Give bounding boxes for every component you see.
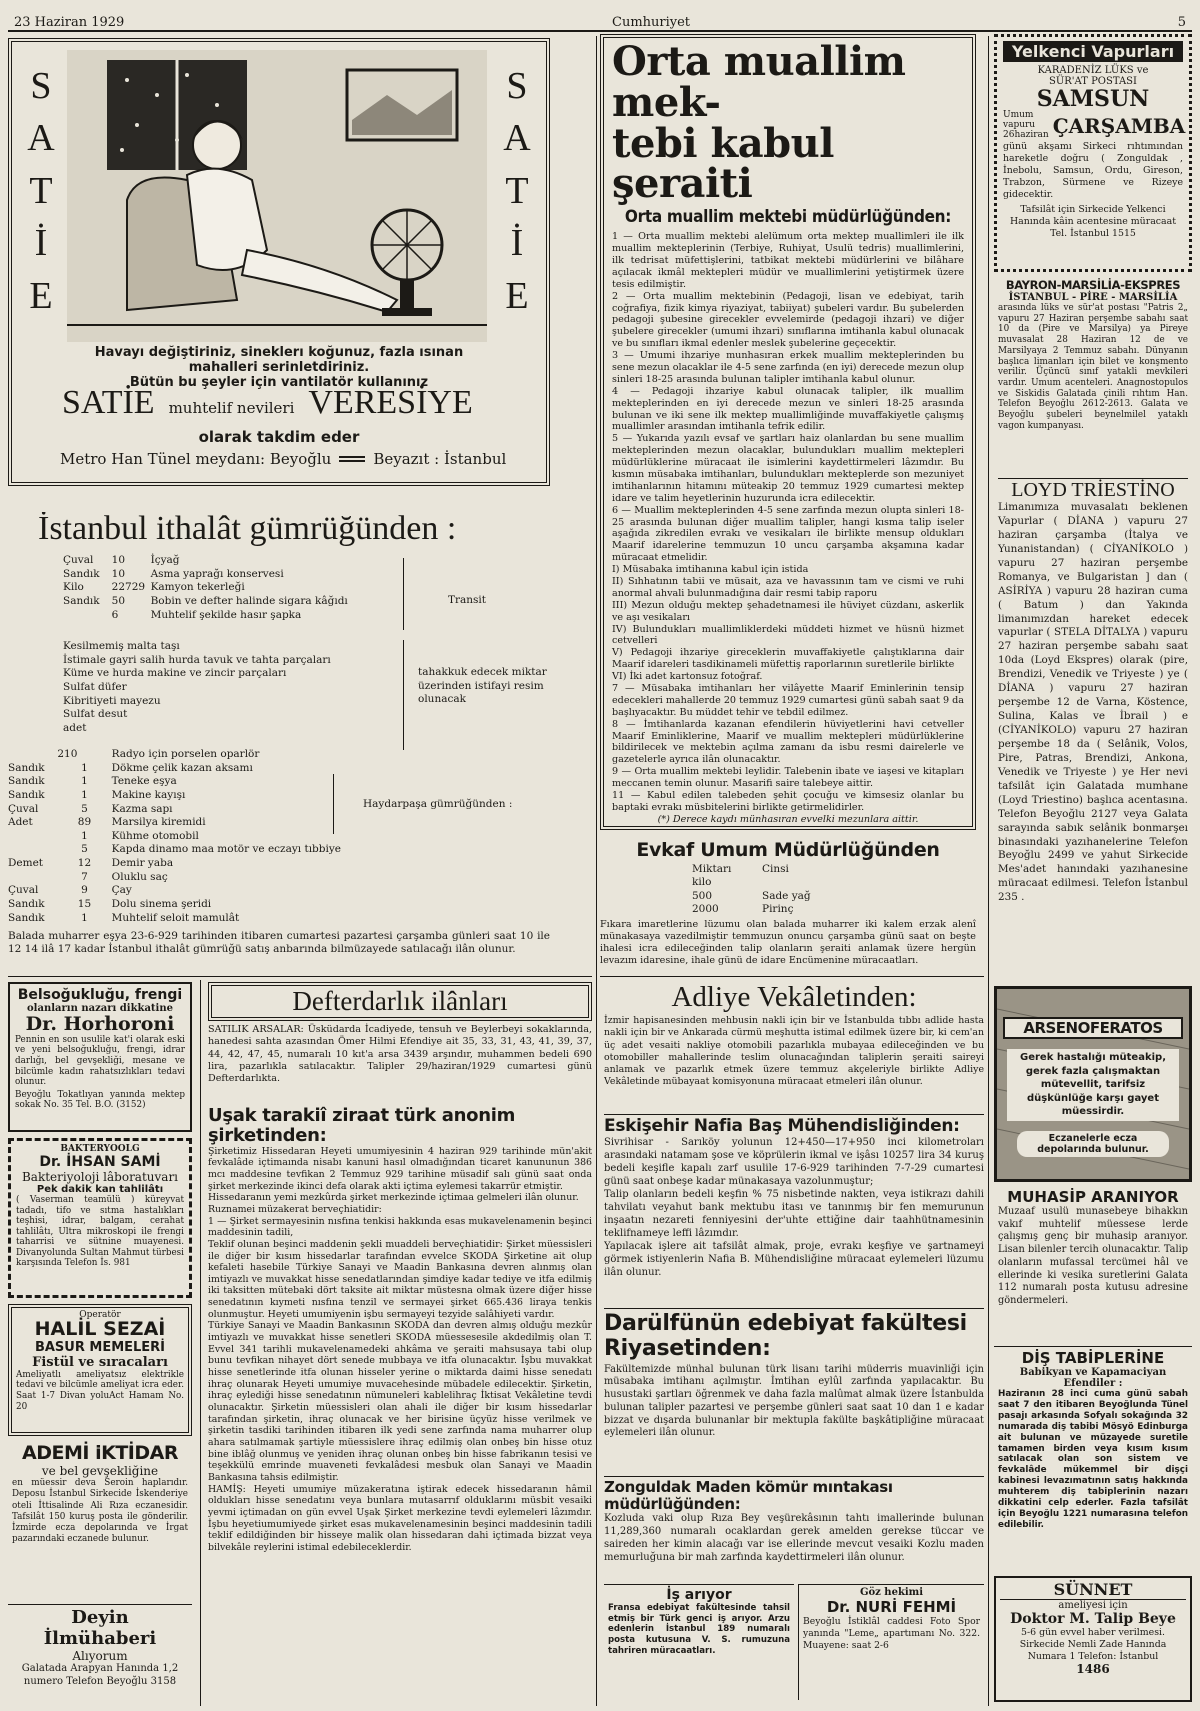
- table-cell: [8, 871, 57, 885]
- sunnet-title: SÜNNET: [1000, 1580, 1186, 1600]
- evkaf-col1: Miktarı: [692, 862, 732, 875]
- satie-letters-left: [18, 60, 64, 322]
- section-divider: [600, 976, 984, 977]
- paragraph: VI) İki adet kartonsuz fotoğraf.: [612, 671, 763, 683]
- table-row: [8, 803, 388, 817]
- satie-letter: A: [27, 117, 55, 160]
- paragraph: Ruznamei müzakerat berveçhiatidir:: [208, 1203, 382, 1215]
- arsenoferatos-ad: [994, 986, 1192, 1182]
- yelkenci-day-row: [1003, 110, 1186, 141]
- transit-label: Transit: [448, 594, 487, 606]
- paragraph: HAMİŞ: Heyeti umumiye müzakeratına iştirak edecek hissedaranın hâmil oldukları hisse senedatını veya bunlara mutasarrıf olduklarını müsbit vesaiki yevmi içtimadan on gün evvel Uşak Şirket merkezine tevdi eylemeleri lâzımdır. İşbu heyetiumumiyede şirket esas mukavelenamesinin beşinci maddesinin tadili teklif edildiğinden bir hisseye malik olan hissedaran dahi içtimada bizzat veya bilvekâle reylerini istimal edebileceklerdir.: [208, 1483, 592, 1553]
- satie-letter: A: [503, 117, 531, 160]
- bracket-line: [333, 774, 334, 834]
- horhoroni-title: Belsoğukluğu, frengi: [17, 987, 183, 1003]
- yelkenci-text2: Tafsilât için Sirkecide Yelkenci Hanında kâin acentesine müracaat Tel. İstanbul 1515: [1009, 204, 1176, 240]
- table-row: [63, 568, 423, 582]
- paragraph: 1 — Orta muallim mektebi alelümum orta mektep muallimleri ile ilk muallim mekteplerinin (Terbiye, Ruhiyat, Usulü tedris) muallimlerini, ilk tedrisat müfettişlerini, tatbikat mektebi müdürlerini ve bilâhare açılacak ikmâl mektepleri müdür ve muallimlerini yetiştirmek üzere tesis edilmiştir.: [612, 231, 964, 290]
- paragraph: 11 — Kabul edilen talebeden şehit çocuğu ve kimsesiz olanlar bu baptaki evrakı müsbitelerini birlikte getirmelidirler.: [612, 790, 964, 813]
- ihsan-sub: Pek dakik kan tahlilâtı: [36, 1184, 164, 1195]
- paragraph: (*) Derece kaydı münhasıran evvelki mezunlara aittir.: [657, 813, 919, 825]
- dis-title: DİŞ TABİPLERİNE: [1021, 1349, 1165, 1367]
- nuri-ad: [798, 1584, 984, 1700]
- list-item: Sulfat düfer: [63, 680, 127, 693]
- halil-sub2: Fistül ve sıracaları: [32, 1354, 168, 1370]
- horhoroni-sub: olanların nazarı dikkatine: [27, 1003, 173, 1014]
- paragraph: Teklif olunan beşinci maddenin şekli muaddeli berveçhiatidir: Şirket müessisleri ile diğer bir kısım hissedarlar tarafından evvelce SKODA Şirketine ait olup kefaleti hasebile Türkiye Sanayi ve Maadin Bankasına devren alınmış olan imtiyazlı ve muvakkat hisse senedatlarından şimdiye kadar tediye ve itfa edilmiş iki taksitten mütebaki dört taksite ait miktar müstesna olmak üzere diğer hisse senedatının kıymeti nısfına tenzil ve sermayei şirket 665.436 liraya tenkis olunmuştur. Heyeti umumiyenin işbu sermayeyi tezyide salâhiyeti vardır.: [208, 1238, 592, 1320]
- table-row: [8, 789, 388, 803]
- sunnet-name: Doktor M. Talip Beye: [1010, 1611, 1176, 1627]
- paragraph: Hissedaranın yemi mezkûrda şirket merkezinde içtimaa gelmeleri ilân olunur.: [208, 1192, 579, 1204]
- masthead: [8, 14, 1192, 32]
- table-cell: Oluklu saç: [111, 870, 168, 883]
- evkaf-title: Evkaf Umum Müdürlüğünden: [636, 840, 940, 861]
- column-divider: [200, 980, 201, 1706]
- deyin-sub: Alıyorum: [72, 1649, 128, 1663]
- ihsan-text: ( Vaserman teamülü ) küreyvat tadadı, tifo ve sıtma hastalıkları teşhisi, idrar, balgam, cerahat tahlilâtı, Ultra mikroskopi ile frengi taharrisi ve sütnine muayenesi. Divanyolunda Sultan Mahmut türbesi karşısında Telefon İs. 981: [16, 1195, 184, 1269]
- eskisehir-body: [604, 1136, 984, 1279]
- halil-sub: BASUR MEMELERİ: [34, 1339, 166, 1355]
- table-row: [8, 857, 388, 871]
- table-row: [63, 581, 423, 595]
- table-cell: Kühme otomobil: [111, 829, 199, 842]
- satie-brand: SATİE: [62, 384, 155, 421]
- orta-title-1: Orta muallim mek-: [612, 38, 906, 126]
- ademi-title: ADEMİ iKTİDAR: [22, 1442, 178, 1464]
- is-ariyor-title: İş arıyor: [666, 1587, 732, 1603]
- ademi-text: en müessir deva Seroin haplarıdır. Deposu İstanbul Sirkecide İskenderiye oteli İttisalinde Ali Rıza eczanesidir. Tafsilât 150 kuruş posta ile gönderilir. İzmirde ecza depolarında ve İrgat pazarındaki eczanede bulunur.: [12, 1478, 188, 1545]
- table-row: [8, 912, 388, 926]
- zonguldak-text: Kozluda vaki olup Rıza Bey veşürekâsının tahtı imallerinde bulunan 11,289,360 numaralı ocaklardan gerek amelden gerekse tüccar ve saireden her kimin alacağı var ise ellerinde mevcut vesaiki Kozlu maden memurluğuna bir mah zarfında kaydettirmeleri ilân olunur.: [604, 1513, 984, 1563]
- arsenoferatos-foot: Eczanelerle ecza depolarında bulunur.: [1017, 1131, 1169, 1157]
- orta-subtitle: Orta muallim mektebi müdürlüğünden:: [624, 207, 952, 228]
- table-cell: 2000: [692, 903, 719, 916]
- table-row: [692, 903, 976, 916]
- halil-text: Ameliyatlı ameliyatsız elektrikle tedavi ve bilcümle ameliyat icra eder. Saat 1-7 Divan yoluAct Hamam No. 20: [16, 1369, 184, 1412]
- table-cell: Çuval: [8, 802, 39, 815]
- table-cell: Pirinç: [762, 903, 794, 916]
- yelkenci-text: günü akşamı Sirkeci rıhtımından hareketle doğru ( Zonguldak , İnebolu, Samsun, Ordu, Gireson, Trabzon, Sürmene ve Rizeye gidecektir.: [1003, 140, 1183, 200]
- table-cell: Dolu sinema şeridi: [111, 898, 212, 911]
- nuri-pre: Göz hekimi: [859, 1587, 924, 1598]
- horhoroni-name: Dr. Horhoroni: [25, 1013, 175, 1035]
- paragraph: Yapılacak işlere ait tafsilât almak, proje, evrakı keşfiye ve şartnameyi görmek istiyenlerin Nafia B. Mühendisliğine müracaat eylemeleri lüzumu ilân olunur.: [604, 1240, 984, 1278]
- muhasip-text: Muzaaf usulü munasebeye bihakkın vakıf muhtelif müessese lerde çalışmış genç bir muhasip aranıyor. Lisan bilenler tercih olunacaktır. Talip olanların mufassal tercümei hâl ve ellerinde ki vesika suretlerini Galata 112 numaralı posta kutusu adresine göndermeleri.: [998, 1206, 1188, 1307]
- table-cell: 7: [81, 870, 88, 883]
- usak-body: [208, 1146, 592, 1554]
- yelkenci-sub1: KARADENİZ LÜKS ve: [1037, 65, 1149, 76]
- yelkenci-title: Yelkenci Vapurları: [1003, 41, 1183, 62]
- table-cell: Muhtelif şekilde hasır şapka: [150, 608, 302, 621]
- bayron-title: BAYRON-MARSİLİA-EKSPRES: [1005, 278, 1181, 292]
- gumruk-table-a: [63, 554, 423, 622]
- horhoroni-text: Pennin en son usulile kat'i olarak eski ve yeni belsoğukluğu, frengi, idrar darlığı, bel gevşekliği, mesane ve bilcümle kadın rahatsızlıkları tedavi olunur.: [15, 1034, 185, 1088]
- table-cell: [8, 830, 57, 844]
- evkaf-table: [692, 863, 976, 917]
- ihsan-name: Dr. İHSAN SAMİ: [39, 1154, 161, 1170]
- dis-sub: Babikyan ve Kapamaciyan Efendiler :: [1019, 1367, 1167, 1389]
- table-cell: 1: [81, 829, 88, 842]
- table-cell: 1: [81, 761, 88, 774]
- orta-body: [612, 231, 964, 826]
- evkaf-text: Fıkara imaretlerine lüzumu olan balada muharrer iki kalem erzak alenî münakasaya vazedilmiştir temmuzun onuncu çarşamba günü saat on beşte ihalesi icra edileceğinden talip olanların şeraiti anlamak üzere hergün levazım idaresine, ihale günü de idare Encümenine müracaatları.: [600, 918, 976, 967]
- satie-letter: T: [29, 169, 53, 212]
- loyd-title: LOYD TRİESTİNO: [1011, 479, 1175, 501]
- paragraph: Sivrihisar - Sarıköy yolunun 12+450—17+950 inci kilometroları arasındaki natamam şose ve köprülerin ikmal ve işâsı 10257 lira 34 kuruş bedeli keşifle kapalı zarf usulile 17-6-929 tarihinden 7-7-29 cumartesi günü saat onbeşe kadar münakasaya vazolunmuştur;: [604, 1136, 984, 1187]
- satie-address: [60, 450, 536, 468]
- table-cell: Adet: [8, 816, 33, 829]
- yelkenci-city: SAMSUN: [1036, 86, 1150, 112]
- table-row: [8, 898, 388, 912]
- masthead-paper: Cumhuriyet: [606, 15, 696, 30]
- darulfunun-title: Darülfünün edebiyat fakültesi Riyasetinden:: [604, 1311, 967, 1362]
- gumruk-footer: Balada muharrer eşya 23-6-929 tarihinden itibaren cumartesi pazartesi çarşamba günleri saat 10 ile 12 14 ilâ 17 kadar İstanbul ithalât gümrüğü satış anbarında bilmüzayede satılacağı ilân olunur.: [8, 930, 550, 956]
- muhasip-ad: [994, 1186, 1192, 1342]
- bracket-line: [403, 640, 404, 750]
- sunnet-ad: [994, 1576, 1192, 1702]
- list-item: Sulfat desut: [63, 708, 128, 721]
- table-cell: Marsilya kiremidi: [111, 816, 206, 829]
- table-cell: Sandık: [8, 911, 45, 924]
- satie-tagline-1: Havayı değiştiriniz, sineklerı koğunuz, fazla ısınan mahalleri serinletdiriniz.: [94, 345, 464, 375]
- table-cell: 500: [692, 889, 713, 902]
- gumruk-title: İstanbul ithalât gümrüğünden :: [38, 512, 457, 547]
- ihsan-pre: BAKTERYOOLG: [60, 1144, 140, 1154]
- satie-veresiye: VERESİYE: [308, 384, 473, 421]
- paragraph: I) Müsabaka imtihanına kabul için istida: [612, 564, 809, 576]
- table-cell: 5: [81, 802, 88, 815]
- bayron-ad: [994, 276, 1192, 472]
- paragraph: 2 — Orta muallim mektebinin (Pedagoji, lisan ve edebiyat, tarih coğrafiya, fizik kimya riyaziyat, tabiiyat) şubeleri vardır. Bu şubelerden pedagoji şubesine girecekler evvelemirde (pedagoji ihzari) ve diğer şubelere girecekler (umumi ihzari) sınıflarına imtihanla kabul olunacak ve bu sınıfları ikmal edenler meslek şubelerine geçecektir.: [612, 290, 964, 350]
- table-cell: 10: [111, 554, 126, 566]
- table-cell: Sandık: [8, 761, 45, 774]
- ademi-ad: [8, 1440, 192, 1600]
- darulfunun-ad: [604, 1308, 984, 1472]
- paragraph: II) Sıhhatının tabii ve müsait, aza ve havassının tam ve cismi ve ruhi anormal ahvali bulunmadığına dair resmi tabip raporu: [612, 576, 964, 599]
- bracket-line: [403, 558, 404, 630]
- table-cell: 9: [81, 884, 88, 897]
- satie-letter: E: [29, 274, 53, 317]
- gumruk-list-b: [63, 640, 393, 735]
- table-row: [692, 890, 976, 903]
- defterdarlik-text: SATILIK ARSALAR: Üsküdarda İcadiyede, tensuh ve Beylerbeyi sokaklarında, hanedesi sahta azasından Ömer Hilmi Efendiye ait 35, 33, 31, 43, 41, 39, 37, 44, 42, 47, 45, numaralı 10 kıt'a arsa 3439 arşındır, muhammen bedeli 690 lira, pazarlıkla satılacaktır. Talipler 29/haziran/1929 cumartesi günü Defterdarlıkta.: [208, 1024, 592, 1085]
- paragraph: 1 — Şirket sermayesinin nısfına tenkisi hakkında esas mukavelenamenin beşinci maddesinin tadili,: [208, 1215, 592, 1239]
- table-row: [63, 554, 423, 568]
- table-cell: 1: [81, 775, 88, 788]
- table-cell: İçyağ: [150, 554, 180, 566]
- table-cell: 10: [111, 567, 126, 580]
- table-row: [8, 830, 388, 844]
- ihsan-lab: Bakteriyoloji lâboratuvarı: [21, 1170, 179, 1184]
- satie-ad: [8, 38, 550, 486]
- table-cell: Kapda dinamo maa motör ve eczayı tıbbiye: [111, 843, 341, 856]
- evkaf-col2: Cinsi: [762, 862, 789, 875]
- paragraph: 9 — Orta muallim mektebi leylidir. Talebenin ibate ve iaşesi ve kitapları meccanen temin olunur. Masarifi saire talebeye aittir.: [612, 766, 964, 790]
- table-cell: 6: [111, 608, 119, 621]
- sunnet-text: 5-6 gün evvel haber verilmesi. Sirkecide Nemli Zade Hanında Numara 1 Telefon: İstanbul: [1019, 1627, 1167, 1662]
- table-cell: Kamyon tekerleği: [150, 581, 245, 594]
- table-cell: Kilo: [63, 581, 84, 594]
- table-cell: Teneke eşya: [111, 775, 177, 788]
- nuri-name: Dr. NURİ FEHMİ: [826, 1598, 957, 1616]
- tahakkuk-note: tahakkuk edecek miktar üzerinden istifayi resim olunacak: [418, 666, 547, 706]
- haydarpasa-label: Haydarpaşa gümrüğünden :: [363, 798, 513, 810]
- paragraph: 8 — İmtihanlarda kazanan efendilerin hüviyetlerini havi cetveller Maarif Eminliklerine, Maarif ve muallim mektepleri müdürlüklerine bildirilecek ve mektebin açılma zamanı da isbu resmi dairelerle ve gazetelerle ayrıca ilân olunacaktır.: [612, 718, 964, 766]
- halil-name: HALİL SEZAİ: [34, 1318, 166, 1340]
- defterdarlik-ad: [208, 982, 592, 1102]
- satie-letter: S: [506, 65, 528, 107]
- table-cell: 12: [77, 857, 92, 870]
- table-cell: Çay: [111, 884, 132, 897]
- table-cell: Radyo için porselen oparlör: [111, 748, 260, 760]
- table-cell: 1: [81, 788, 88, 801]
- is-ariyor-ad: [604, 1584, 794, 1700]
- list-item: Kesilmemiş malta taşı: [63, 640, 180, 652]
- column-divider: [596, 36, 597, 1706]
- loyd-ad: [994, 476, 1192, 972]
- halil-ad: [8, 1304, 192, 1436]
- eskisehir-ad: [604, 1114, 984, 1304]
- table-cell: Dökme çelik kazan aksamı: [111, 761, 253, 774]
- zonguldak-ad: [604, 1476, 984, 1580]
- paragraph: Türkiye Sanayi ve Maadin Bankasının SKODA dan devren almış olduğu mezkûr imtiyazlı ve muvakkat hisse senetleri SKODA müessesesile akdedilmiş olan T. Evvel 341 tarihli mukavelenamedeki ahkâma ve şeraiti mahsusaya tabi olup bunu tevfikan nihayet dört senede mubbaya ve itfa olunacaktır. İşbu muvakkat hisse senetlerinde itfa olunan hisseler yerine o miktarda daimi hisse senedatı ihraç olunarak Heyeti umumiye muvacehesinde mübadele edilecektir. Şirketin, ihraç eylediği hisse senedatının nümuneleri kablelihraç İktisat Vekâletine tevdi olunacaktır. Şirketin müessisleri olan ahali ile diğer bir kısım hissedarlar tarafından şirketin, ihraç olunacak ve her birisine üçyüz hisse verilmek ve şirketin tasdiki tarihinden itibaren ilk yedi sene zarfında nama muharrer olup ahara satılmamak şartiyle müessislere ihraç edilmiş olan onbeş bin hisse otuz bine iblâğ olunmuş ve yeniden ihraç olunan onbeş bin hisse fabrikanın tesisi ve teşekkülü emrinde muaveneti fevkalâdesi mesbuk olan Sanayi ve Maadin Bankasına tahsis edilmiştir.: [208, 1320, 592, 1483]
- ihsan-ad: [8, 1138, 192, 1298]
- table-cell: 89: [77, 816, 92, 829]
- deyin-title: Deyin İlmühaberi: [43, 1607, 157, 1649]
- section-divider: [8, 976, 592, 977]
- satie-letter: T: [505, 169, 529, 212]
- evkaf-unit: kilo: [692, 876, 712, 889]
- yelkenci-day: ÇARŞAMBA: [1052, 114, 1186, 139]
- defterdarlik-title: Defterdarlık ilânları: [208, 982, 592, 1021]
- usak-title: Uşak tarakiî ziraat türk anonim şirketinden:: [208, 1106, 516, 1146]
- halil-pre: Operatör: [79, 1310, 121, 1320]
- table-cell: Sandık: [8, 788, 45, 801]
- table-cell: Muhtelif seloit mamulât: [111, 911, 240, 924]
- table-cell: 50: [111, 594, 126, 607]
- nuri-text: Beyoğlu İstiklâl caddesi Foto Spor yanında "Leme„ apartımanı No. 322. Muayene: saat 2-6: [803, 1616, 980, 1651]
- table-cell: Demir yaba: [111, 857, 174, 870]
- masthead-date: 23 Haziran 1929: [8, 15, 130, 30]
- yelkenci-ad: [994, 34, 1192, 272]
- orta-muallim-ad: [600, 34, 976, 830]
- table-cell: 1: [81, 911, 88, 924]
- orta-title-2: tebi kabul şeraiti: [612, 119, 834, 208]
- table-cell: 22729: [111, 581, 146, 594]
- adliye-text: İzmir hapisanesinden mehbusin nakli için bir ve İstanbulda tıbbı adlide hasta nakli için bir ve Ankarada cürmü meşhutta istimal edilmek üzere bir, ki cem'an üç adet vesaiti nakliye otomobili pazarlıkla mubayaa edileceğinden ve bu otomobiller mahallerinde teslim olunacağından taliplerin şeraiti saireyi anlamak ve pazarlık etmek üzere temmuz akçeleriyle birlikte Adliye Vekâletinde mübayaat komisyonuna müracaat etmeleri ilân olunur.: [604, 1015, 984, 1087]
- deyin-text: Galatada Arapyan Hanında 1,2 numero Telefon Beyoğlu 3158: [21, 1663, 179, 1687]
- bayron-text: arasında lüks ve sür'at postası "Patris 2„ vapuru 27 Haziran perşembe sabahı saat 10 da (Pire ve Marsilya) ya Pireye muvasalat 28 Haziran 12 de ve Marsilyaya 2 Temmuz sabahı. Dünyanın başlıca limanları için bilet ve konşmento verilir. Üçüncü sınıf yatakli mevkileri vardır. Umum acenteleri. Anagnostopulos ve Siskidis Galatada çinili rıhtım Han. Telefon Beyoğlu 2612-2613. Galata ve Beyoğlu şubeleri beynelmilel yataklı vagon kumpanyası.: [998, 303, 1188, 431]
- table-row: [8, 884, 388, 898]
- paragraph: III) Mezun olduğu mektep şehadetnamesi ile hüviyet cüzdanı, askerlik ve aşı vesikaları: [612, 599, 964, 623]
- arsenoferatos-text: Gerek hastalığı müteakip, gerek fazla çalışmaktan mütevellit, tarifsiz düşkünlüğe karşı gayet müessirdir.: [1007, 1049, 1179, 1121]
- paragraph: 4 — Pedagoji ihzariye kabul olunacak talipler, ilk muallim mekteplerinden en iyi derecede mezun ve sinleri 18-25 arasında bulunan ve iki sene ilk mektep muallimliğinde muvaffakiyetle çalışmış muallimler arasından imtihanla tefrik edilir.: [612, 385, 964, 433]
- adliye-ad: [604, 982, 984, 1110]
- satie-letter: S: [30, 65, 52, 107]
- satie-address-right: Beyazıt : İstanbul: [373, 450, 507, 468]
- table-cell: Demet: [8, 857, 44, 870]
- table-cell: 5: [81, 843, 88, 856]
- paragraph: 5 — Yukarıda yazılı evsaf ve şartları haiz olanlardan bu sene muallim mekteplerinden mezun olacaklar, bulundukları muallim mektepleri müdürlüklerine müracaat ile isimlerini kaydettirmeleri lâzımdır. Bu kısmın müsabaka imtihanları, bulundukları mekteplerde son mezuniyet imtihanlarının hitamını müteakip 20 temmuz 1929 cumartesi mektep idare ve talim heyetlerinin huzurunda icra edilecektir.: [612, 433, 964, 504]
- satie-tagline-2: Bütün bu şeyler için vantilatör kullanınız: [129, 375, 429, 390]
- column-divider: [988, 36, 989, 1706]
- table-cell: Asma yaprağı konservesi: [150, 567, 284, 580]
- is-ariyor-text: Fransa edebiyat fakültesinde tahsil etmiş bir Türk genci iş arıyor. Arzu edenlerin İstanbul 189 numaralı posta kutusuna V. S. rumuzuna tahriren müracaatları.: [608, 1603, 790, 1656]
- table-cell: Sade yağ: [762, 889, 811, 902]
- satie-offer: olarak takdim eder: [198, 428, 360, 446]
- yelkenci-sub2: SÜR'AT POSTASI: [1048, 76, 1137, 87]
- satie-letter: İ: [510, 222, 524, 265]
- table-cell: Sandık: [8, 775, 45, 788]
- table-cell: Makine kayışı: [111, 788, 186, 801]
- table-cell: Çuval: [8, 884, 39, 897]
- deyin-ad: [8, 1604, 192, 1704]
- paragraph: Talip olanların bedeli keşfin % 75 nisbetinde nakten, veya istikrazı dahili tahvilatı veyahut bank mektubu itası ve tanınmış bir fen memurunun inşaatın nezareti fenniyesini der'uhte ettiğine dair taahhütnamesinin teklifnameye leffi lâzımdır.: [604, 1188, 984, 1239]
- satie-letter: İ: [34, 222, 48, 265]
- table-row: [8, 762, 388, 776]
- table-cell: Bobin ve defter halinde sigara kâğıdı: [150, 594, 348, 607]
- table-cell: Çuval: [63, 554, 94, 566]
- masthead-page-number: 5: [1172, 15, 1192, 30]
- paragraph: 3 — Umumi ihzariye munhasıran erkek muallim mekteplerinden bu sene mezun olacaklar ile 4-5 sene zarfında (en iyi) derecede mezun olup sinleri 18-25 arasında bulunan talipler imtihanla kabul olunur.: [612, 350, 964, 385]
- satie-letter: E: [505, 274, 529, 317]
- table-row: [8, 816, 388, 830]
- darulfunun-text: Fakültemizde münhal bulunan türk lisanı tarihi müderris muavinliği için müsabaka imtihanı açılmıştır. İmtihan eylûl zarfında yapılacaktır. Bu husustaki şartları öğrenmek ve daha fazla malûmat almak üzere İstanbulda bulunan talipler pazartesi ve perşembe günleri saat saat 10 dan 1 e kadar bizzat ve dışarda bulunanlar bir mektupla fakülte başkâtipliğine müracaat eylemeleri ilân olunur.: [604, 1363, 984, 1439]
- loyd-text: Limanımıza muvasalatı beklenen Vapurlar ( DİANA ) vapuru 27 haziran çarşamba (İtalya ve Yunanistandan) ( CİYANİKOLO ) vapuru 27 haziran perşembe Romanya, ve Bulgaristan ] dan ( ASİRİYA ) vapuru 28 haziran cuma ( Batum ) dan Yakında limanımızdan hareket edecek vapurlar ( STELA DİTALYA ) vapuru 27 haziran perşembe sabahı saat 10da (Loyd Ekspres) olarak (pire, Brendizi, Venedik ve Triyeste ) ye ( DİANA ) vapuru 27 haziran perşembe 12 de Varna, Köstence, Sulina, Kalas ve İbrail ) e (CİYANİKOLO) vapuru 27 haziran perşembe 18 da ( Selânik, Volos, Pire, Patras, Brendizi, Ankona, Venedik ve Triyeste ) ye Her nevi tafsilât için Galatada mumhane (Loyd Triestino) başlıca acentasına. Telefon Beyoğlu 2127 veya Galata sarayında sabık selânik bonmarşeı binasındaki yazıhanelerine Telefon Beyoğlu 2499 ve yahut Sirkecide Mes'adet hanındaki yazıhanesine müracaat edilmesi. Telefon İstanbul 235 .: [998, 501, 1188, 904]
- table-cell: [8, 843, 57, 857]
- list-item: İstimale gayri salih hurda tavuk ve tahta parçaları: [63, 653, 331, 666]
- paragraph: IV) Bulundukları muallimliklerdeki müddeti hizmet ve hüsnü hizmet cetvelleri: [612, 623, 964, 647]
- table-cell: Sandık: [8, 898, 45, 911]
- table-cell: Sandık: [63, 594, 100, 607]
- horhoroni-addr: Beyoğlu Tokatlıyan yanında mektep sokak No. 35 Tel. B.O. (3152): [15, 1089, 185, 1111]
- table-cell: 15: [77, 898, 92, 911]
- ademi-sub: ve bel gevşekliğine: [41, 1464, 159, 1478]
- sunnet-sub: ameliyesi için: [1058, 1600, 1128, 1611]
- satie-address-left: Metro Han Tünel meydanı: Beyoğlu: [60, 450, 332, 468]
- zonguldak-title: Zonguldak Maden kömür mıntakası müdürlüğünden:: [604, 1478, 893, 1513]
- sunnet-tel: 1486: [1076, 1662, 1110, 1677]
- gumruk-table-c: [8, 748, 388, 925]
- satie-models: muhtelif nevileri: [168, 399, 295, 417]
- table-cell: 210: [57, 748, 78, 760]
- gumruk-ad: [8, 512, 550, 972]
- yelkenci-ship: Umum vapuru 26haziran: [1003, 110, 1049, 140]
- horhoroni-ad: [8, 982, 192, 1132]
- satie-offer-row: [62, 384, 516, 422]
- table-row: [63, 595, 423, 609]
- paragraph: V) Pedagoji ihzariye gireceklerin muvaffakiyetle çalıştıklarına dair Maarif idareleri tasdikinameli müfettiş raporlarının suretlerile birlikte: [612, 647, 964, 671]
- satie-letters-right: [494, 60, 540, 322]
- table-cell: Kazma sapı: [111, 802, 173, 815]
- table-cell: Sandık: [63, 567, 100, 580]
- table-row: [8, 748, 388, 762]
- table-cell: [63, 609, 112, 623]
- table-row: [8, 871, 388, 885]
- arsenoferatos-title: ARSENOFERATOS: [1003, 1017, 1183, 1039]
- table-row: [8, 843, 388, 857]
- dis-text: Haziranın 28 inci cuma günü sabah saat 7 den itibaren Beyoğlunda Tünel pasajı arkasında Sofyalı sokağında 32 numarada diş tabibi Mösyö Edinburga ait bulunan ve müzayede suretile tamamen birden veya kısım kısım satılacak olan son sistem ve fevkalâde mükemmel bir dişçi kabinesi levazımatının satış hakkında muhterem diş tabiplerinin nazarı dikkatini celp ederler. Fazla tafsilât için Beyoğlu 1221 numarasına telefon edilebilir.: [998, 1389, 1188, 1530]
- usak-ad: [208, 1106, 592, 1704]
- paragraph: Şirketimiz Hissedaran Heyeti umumiyesinin 4 haziran 929 tarihinde mün'akit fevkalâde içtimaında nisabı kanuni hasıl olmadığından ticaret kanununun 386 mcı maddesine tevfikan 2 Temmuz 929 tarihine müsadif salı günü saat onda şirket merkezinde ikinci defa olarak akti içtima eylemesi takarrür etmiştir.: [208, 1145, 592, 1192]
- paragraph: 7 — Müsabaka imtihanları her vilâyette Maarif Eminlerinin tensip edecekleri mahallerde 20 temmuz 1929 cumartesi günü sabah saat 9 da başlıyacaktır. Bu müddet tehir ve tebdil edilmez.: [612, 683, 964, 718]
- table-cell: [8, 748, 57, 762]
- eskisehir-title: Eskişehir Nafia Baş Mühendisliğinden:: [604, 1116, 960, 1136]
- woman-with-fan-illustration: [67, 50, 487, 342]
- list-item: Kibritiyeti mayezu: [63, 694, 161, 707]
- table-row: [63, 609, 423, 623]
- evkaf-ad: [600, 840, 976, 980]
- adliye-title: Adliye Vekâletinden:: [671, 982, 917, 1013]
- muhasip-title: MUHASİP ARANIYOR: [1007, 1188, 1179, 1206]
- paragraph: 6 — Muallim mekteplerinden 4-5 sene zarfında mezun olupta sinleri 18-25 arasında bulunan diğer muallim talipler, hangi kısma talip iseler aşağıda zikredilen evrakı ve vesikaları ile birlikte mensup oldukları Maarif idarelerine temmuzun 10 uncu çarşamba akşamına kadar müracaat etmelidir.: [612, 504, 964, 564]
- bayron-sub: İSTANBUL - PİRE - MARSİLİA: [1008, 292, 1178, 303]
- equals-divider-icon: [339, 456, 365, 462]
- table-row: [8, 775, 388, 789]
- dis-ad: [994, 1346, 1192, 1572]
- list-item: adet: [63, 721, 87, 734]
- list-item: Küme ve hurda makine ve zincir parçaları: [63, 667, 287, 680]
